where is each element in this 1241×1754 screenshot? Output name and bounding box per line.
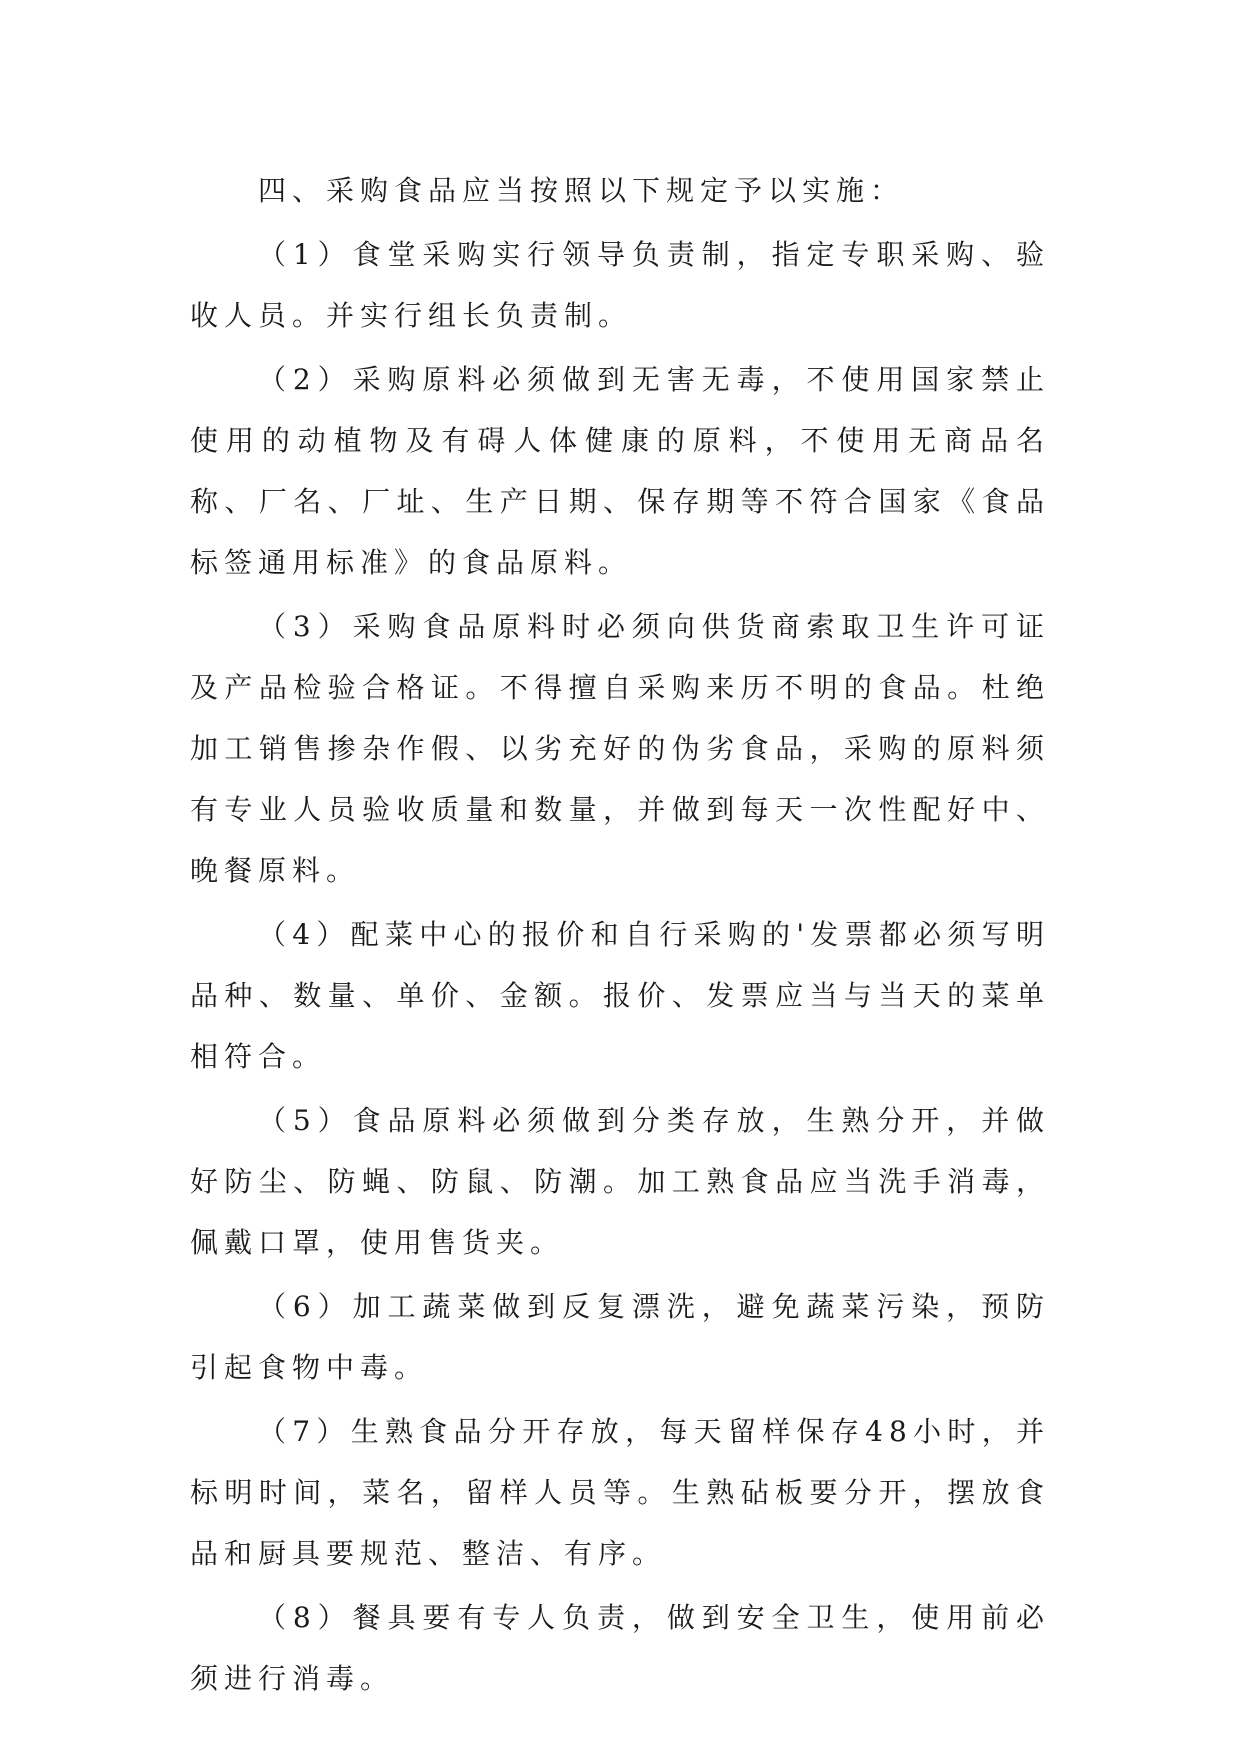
- paragraph-item-5: （5）食品原料必须做到分类存放，生熟分开，并做好防尘、防蝇、防鼠、防潮。加工熟食品应当洗手消毒，佩戴口罩，使用售货夹。: [190, 1104, 1050, 1259]
- paragraph-item-1: （1）食堂采购实行领导负责制，指定专职采购、验收人员。并实行组长负责制。: [190, 238, 1050, 332]
- paragraph-item-4: （4）配菜中心的报价和自行采购的'发票都必须写明品种、数量、单价、金额。报价、发票应当与当天的菜单相符合。: [190, 918, 1050, 1073]
- document-body: [190, 160, 1050, 1712]
- paragraph-item-7: （7）生熟食品分开存放，每天留样保存48小时，并标明时间，菜名，留样人员等。生熟砧板要分开，摆放食品和厨具要规范、整洁、有序。: [190, 1415, 1050, 1570]
- paragraph-item-8: （8）餐具要有专人负责，做到安全卫生，使用前必须进行消毒。: [190, 1601, 1050, 1695]
- section-heading: 四、采购食品应当按照以下规定予以实施：: [258, 174, 905, 207]
- paragraph-item-6: （6）加工蔬菜做到反复漂洗，避免蔬菜污染，预防引起食物中毒。: [190, 1290, 1050, 1384]
- paragraph-item-2: （2）采购原料必须做到无害无毒，不使用国家禁止使用的动植物及有碍人体健康的原料，不使用无商品名称、厂名、厂址、生产日期、保存期等不符合国家《食品标签通用标准》的食品原料。: [190, 363, 1050, 579]
- paragraph-item-3: （3）采购食品原料时必须向供货商索取卫生许可证及产品检验合格证。不得擅自采购来历不明的食品。杜绝加工销售掺杂作假、以劣充好的伪劣食品，采购的原料须有专业人员验收质量和数量，并做到每天一次性配好中、晚餐原料。: [190, 610, 1050, 887]
